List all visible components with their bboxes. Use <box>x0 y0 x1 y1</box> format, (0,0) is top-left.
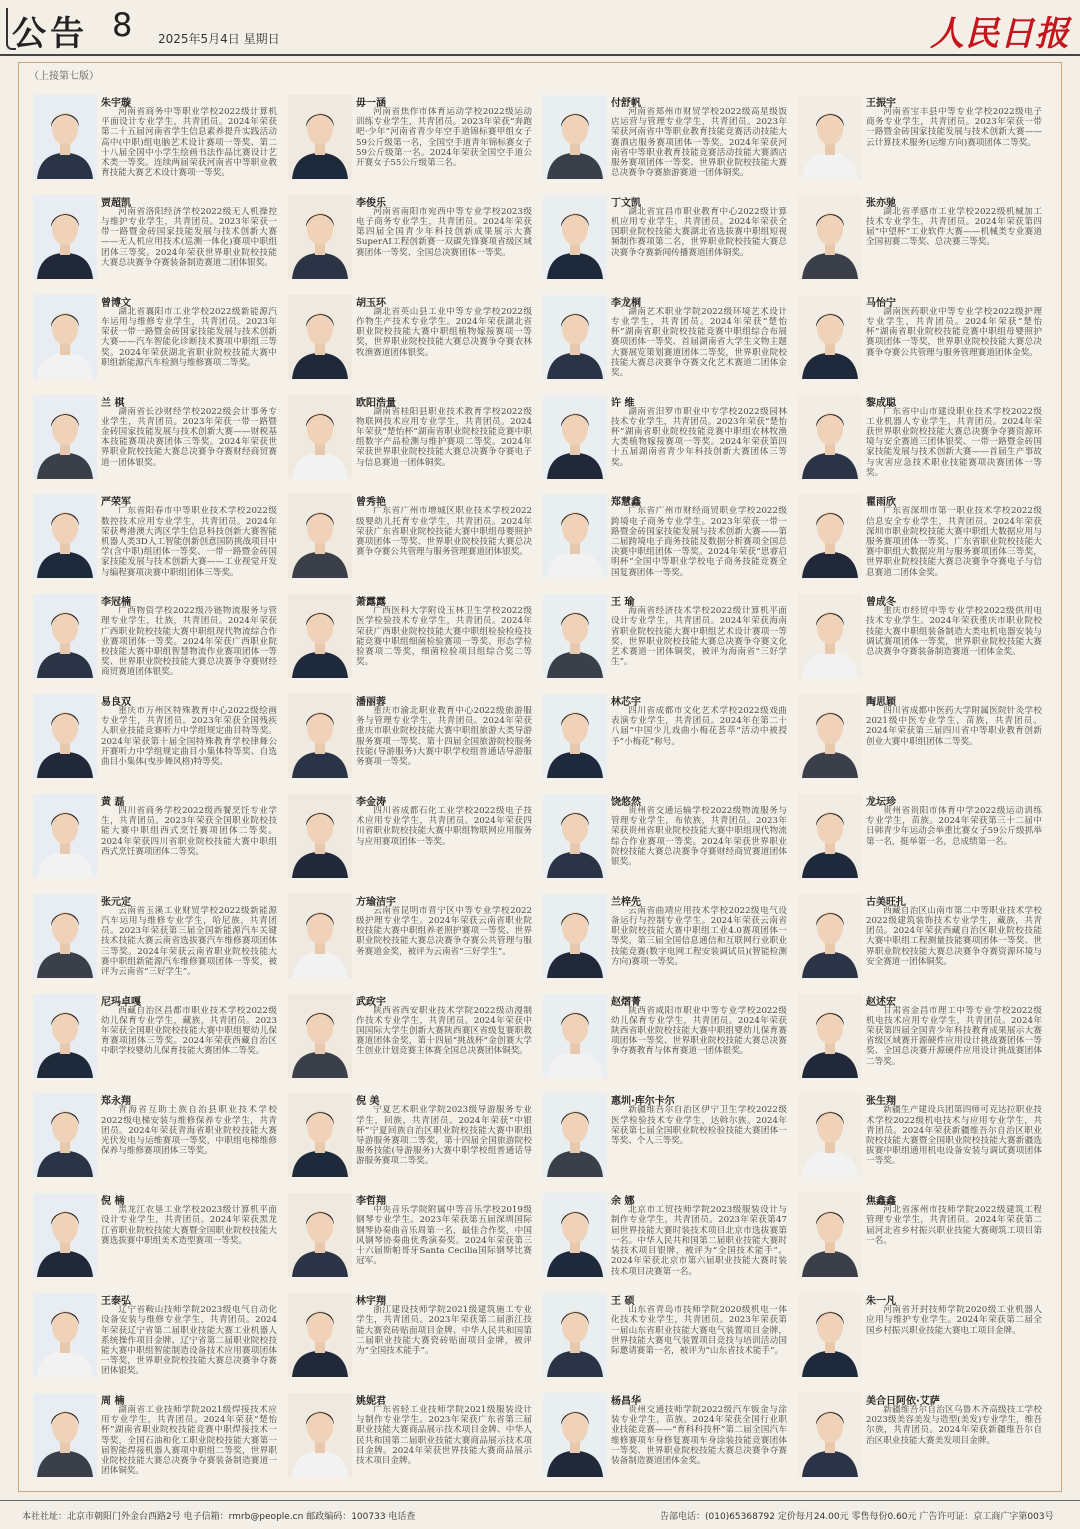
profile-card <box>31 688 286 788</box>
portrait-silhouette-icon <box>288 195 352 279</box>
person-name: 方瑜洁宇 <box>356 896 396 908</box>
profile-card <box>796 1387 1051 1487</box>
person-bio: 贵州交通技师学院2022级汽车钣金与涂装专业学生，苗族。2024年荣获全国行业职业技能竞赛——“育科科技杯”第二届全国汽车维修赛项车身修复赛项车身涂装技能竞赛团体一等奖、世界职业院校技能大赛总决赛争夺赛装备制造赛道团体金奖。 <box>611 1404 787 1466</box>
portrait-photo <box>288 1293 352 1377</box>
portrait-silhouette-icon <box>798 395 862 479</box>
portrait-photo <box>543 395 607 479</box>
person-bio: 青海省互助土族自治县职业技术学校2022级电梯安装与维修保养专业学生，共青团员。2024年荣获青海省职业院校技能大赛光伏发电与运维赛项一等奖，中职组电梯维修保养与维修赛项团体三等奖。 <box>101 1105 277 1157</box>
person-bio: 西藏自治区昌都市职业技术学校2022级幼儿保育专业学生，藏族，共青团员。2023年荣获全国职业院校技能大赛中职组婴幼儿保育赛项团体三等奖。2024年荣获西藏自治区中职学校婴幼儿保育技能大赛团体二等奖。 <box>101 1005 277 1057</box>
portrait-photo <box>543 1093 607 1177</box>
portrait-silhouette-icon <box>288 694 352 778</box>
person-name: 贾超凯 <box>101 197 131 209</box>
portrait-silhouette-icon <box>543 95 607 179</box>
person-bio: 湖北省英山县工业中等专业学校2022级作物生产技术专业学生。2024年荣获湖北省职业院校技能大赛中职组植物嫁接赛项一等奖，世界职业院校技能大赛总决赛争夺赛农林牧渔赛道团体银奖。 <box>356 306 532 358</box>
portrait-silhouette-icon <box>33 894 97 978</box>
person-bio: 河南省开封技师学院2020级工业机器人应用与维护专业学生。2024年荣获第二届全国乡村振兴职业技能大赛电工项目金牌。 <box>866 1305 1042 1336</box>
person-bio: 云南省玉溪工业财贸学校2022级新能源汽车运用与维修专业学生，哈尼族，共青团员。2023年荣获第三届全国新能源汽车关键技术技能大赛云南省选拔赛汽车维修赛项团体三等奖。2024年荣获云南省职业院校技能大赛中职组新能源汽车维修赛项团体一等奖，被评为云南省“三好学生”。 <box>101 905 277 977</box>
person-name: 李金涛 <box>356 796 386 808</box>
person-bio: 宁夏艺术职业学院2023级导游服务专业学生，回族，共青团员。2024年荣获“中银杯”宁夏回族自治区职业院校技能大赛中职组导游服务赛项二等奖，第十四届全国旅游院校服务技能(导游服务)大赛中职学校组普通话导游服务赛项二等奖。 <box>356 1105 532 1167</box>
portrait-photo <box>33 95 97 179</box>
person-bio: 广东省广州市增城区职业技术学校2022级婴幼儿托育专业学生，共青团员。2024年荣获广东省职业院校技能大赛中职组母婴照护赛项团体一等奖、世界职业院校技能大赛总决赛争夺赛公共管理与服务管理赛道团体银奖。 <box>356 506 532 558</box>
person-bio: 河南省宝丰县中等专业学校2022级电子商务专业学生，共青团员。2023年荣获一带一路暨金砖国家技能发展与技术创新大赛——云计算技术服务(运维方向)赛项团体二等奖。 <box>866 107 1042 148</box>
person-name: 古美旺扎 <box>866 896 906 908</box>
profile-card <box>541 488 796 588</box>
person-bio: 云南省昆明市晋宁区中等专业学校2022级护理专业学生。2024年荣获云南省职业院校技能大赛中职组养老照护赛项一等奖、世界职业院校技能大赛总决赛争夺赛公共管理与服务赛道金奖，被评为云南省“三好学生”。 <box>356 905 532 957</box>
portrait-photo <box>543 1393 607 1477</box>
person-bio: 广西医科大学附设玉林卫生学校2022级医学检验技术专业学生，共青团员。2024年荣获广西职业院校技能大赛中职组检验检疫技能竞赛中职组细菌检验赛项一等奖、形态学检验赛项二等奖，细菌检验项目组综合奖二等奖。 <box>356 606 532 668</box>
portrait-silhouette-icon <box>33 994 97 1078</box>
person-bio: 中央音乐学院附属中等音乐学校2019级钢琴专业学生。2023年荣获第五届深圳国际钢琴协奏曲音乐周第一名，最佳合作奖，中国风钢琴协奏曲优秀演奏奖。2024年荣获第三十六届斯帕哥牙Santa Cecilia国际钢琴比赛冠军。 <box>356 1205 532 1267</box>
person-name: 陶思颖 <box>866 697 896 709</box>
person-bio: 湖南医药职业中等专业学校2022级护理专业学生，共青团员。2024年荣获“楚怡杯”湖南省职业院校技能竞赛中职组母婴照护赛项团体一等奖，世界职业院校技能大赛总决赛争夺赛公共管理与服务管理赛道团体金奖。 <box>866 306 1042 358</box>
portrait-silhouette-icon <box>33 1393 97 1477</box>
portrait-photo <box>33 994 97 1078</box>
person-bio: 河南省洛阳经济学校2022级无人机操控与维护专业学生，共青团员。2023年荣获一带一路暨金砖国家技能发展与技术创新大赛——无人机应用技术(巡测一体化)赛项中职组团体三等奖。2024年荣获世界职业院校技能大赛总决赛争夺赛装备制造赛道二团体银奖。 <box>101 206 277 268</box>
portrait-silhouette-icon <box>543 295 607 379</box>
profile-card <box>286 1387 541 1487</box>
person-name: 李冠楠 <box>101 597 131 609</box>
portrait-photo <box>288 95 352 179</box>
portrait-photo <box>543 694 607 778</box>
person-bio: 北京市工贸技师学院2023级服装设计与制作专业学生，共青团员。2023年荣获第47届世界技能大赛时装技术项目北京市选拔赛第一名。中华人民共和国第二届职业技能大赛时装技术项目银牌，被评为“全国技术能手”。2024年荣获北京市第六届职业技能大赛时装技术项目决赛第一名。 <box>611 1205 787 1277</box>
portrait-silhouette-icon <box>798 794 862 878</box>
portrait-photo <box>33 694 97 778</box>
portrait-silhouette-icon <box>33 794 97 878</box>
portrait-silhouette-icon <box>798 694 862 778</box>
profile-card <box>541 888 796 988</box>
portrait-photo <box>798 794 862 878</box>
profile-card <box>31 1287 286 1387</box>
portrait-silhouette-icon <box>288 1393 352 1477</box>
profile-card <box>31 1187 286 1287</box>
person-name: 毋一涵 <box>356 98 386 109</box>
portrait-photo <box>798 894 862 978</box>
footer-address: 本社社址：北京市朝阳门外金台西路2号 电子信箱：rmrb@people.cn 邮政编码：100733 电话查 <box>22 1512 416 1522</box>
person-bio: 湖南艺术职业学院2022级环境艺术设计专业学生，共青团员。2024年荣获“楚怡杯”湖南省职业院校技能竞赛中职组综合布展赛项团体一等奖、首届湖南省大学生文物主题大赛展览策划赛道团体二等奖，世界职业院校技能大赛总决赛争夺赛文化艺术赛道二团体金奖。 <box>611 306 787 378</box>
person-bio: 河南省焦作市体育运动学校2022级运动训练专业学生，共青团员。2023年荣获“奔跑吧·少年”河南省青少年空手道锦标赛甲组女子59公斤级第一名，全国空手道青年锦标赛女子59公斤级第一名。2024年荣获全国空手道公开赛女子55公斤级第三名。 <box>356 107 532 169</box>
portrait-photo <box>798 395 862 479</box>
profile-card <box>796 888 1051 988</box>
profile-card <box>796 89 1051 189</box>
person-bio: 湖北省襄阳市工业学校2022级新能源汽车运用与维修专业学生，共青团员。2023年荣获一带一路暨金砖国家技能发展与技术创新大赛——汽车智能化诊断技术赛项中职组三等奖。2024年荣获湖北省职业院校技能大赛中职组新能源汽车检测与维修赛项二等奖。 <box>101 306 277 368</box>
person-bio: 湖北省宜昌市职业教育中心2022级计算机应用专业学生，共青团员。2024年荣获全国职业院校技能大赛湖北省选拔赛中职组短视频制作赛项第二名，世界职业院校技能大赛总决赛争夺赛新闻传播赛道团体铜奖。 <box>611 206 787 258</box>
portrait-photo <box>798 1193 862 1277</box>
profile-card <box>541 788 796 888</box>
profile-card <box>796 189 1051 289</box>
profile-card <box>31 189 286 289</box>
person-bio: 河北省涿州市技师学院2022级建筑工程管理专业学生，共青团员。2024年荣获第二届河北省乡村振兴职业技能大赛砌筑工项目第一名。 <box>866 1205 1042 1246</box>
person-bio: 陕西省西安职业技术学院2022级动漫制作技术专业学生，共青团员。2024年荣获中国国际大学生创新大赛陕西赛区省级复赛职教赛道团体金奖，第十四届“挑战杯”金创赛大学生创业计划竞赛主体赛全国总决赛团体铜奖。 <box>356 1005 532 1057</box>
portrait-silhouette-icon <box>288 594 352 678</box>
person-bio: 黑龙江农垦工业学校2023级计算机平面设计专业学生，共青团员。2024年荣获黑龙江省职业院校技能大赛暨全国职业院校技能大赛选拔赛中职组美术造型赛项一等奖。 <box>101 1205 277 1246</box>
portrait-silhouette-icon <box>288 95 352 179</box>
profile-card <box>796 289 1051 389</box>
portrait-photo <box>288 395 352 479</box>
portrait-photo <box>543 594 607 678</box>
portrait-photo <box>288 494 352 578</box>
person-bio: 湖南省桂阳县职业技术教育学校2022级物联网技术应用专业学生，共青团员。2024年荣获“楚怡杯”湖南省职业院校技能竞赛中职组数字产品检测与维护赛项二等奖。2024年荣获世界职业院校技能大赛总决赛争夺赛电子与信息赛道一团体铜奖。 <box>356 406 532 468</box>
person-name: 杨昌华 <box>611 1395 641 1407</box>
profile-card <box>541 1387 796 1487</box>
person-bio: 河南省郑州市财贸学校2022级高星级饭店运营与管理专业学生，共青团员。2023年荣获河南省中等职业教育技能竞赛活动技能大赛酒店服务赛项团体一等奖。2024年荣获河南省中等职业教育技能竞赛活动技能大赛酒店服务赛项团体一等奖、世界职业院校技能大赛总决赛争夺赛旅游赛道一团体铜奖。 <box>611 107 787 179</box>
portrait-silhouette-icon <box>288 1193 352 1277</box>
person-name: 黄 磊 <box>101 796 125 808</box>
profile-card <box>541 1087 796 1187</box>
profile-card <box>31 588 286 688</box>
person-name: 尼玛卓嘎 <box>101 996 141 1008</box>
person-bio: 湖南省汨罗市职业中专学校2022级园林技术专业学生，共青团员。2023年荣获“楚怡杯”湖南省职业院校技能竞赛中职组农林牧渔大类植物嫁接赛项一等奖。2024年荣获第四十五届湖南省青少年科技创新大赛团体三等奖。 <box>611 406 787 468</box>
profile-card <box>541 89 796 189</box>
portrait-photo <box>798 1393 862 1477</box>
person-name: 张元定 <box>101 896 131 908</box>
person-bio: 辽宁省鞍山技师学院2023级电气自动化设备安装与维修专业学生，共青团员。2024年荣获辽宁省第二届职业技能大赛工业机器人系统操作项目金牌、辽宁省第二届职业院校技能大赛中职组智能制造设备技术应用赛项团体一等奖，世界职业院校技能大赛总决赛争夺赛团体银奖。 <box>101 1305 277 1377</box>
person-bio: 四川省商务学校2022级西餐烹饪专业学生，共青团员。2023年荣获全国职业院校技能大赛中职组西式烹饪赛项团体二等奖。2024年荣获四川省职业院校技能大赛中职组西式烹饪赛项团体二等奖。 <box>101 805 277 857</box>
portrait-photo <box>543 894 607 978</box>
person-bio: 浙江建设技师学院2021级建筑施工专业学生，共青团员。2023年荣获第二届浙江技能大赛瓷砖贴面项目金牌、中华人民共和国第二届职业技能大赛瓷砖贴面项目金牌，被评为“全国技术能手”。 <box>356 1305 532 1356</box>
person-bio: 河南省商务中等职业学校2022级计算机平面设计专业学生，共青团员。2024年荣获第二十五届河南省学生信息素养提升实践活动高中(中职)组电脑艺术设计赛项一等奖、第二十八届全国中小学生绘画书法作品比赛设计艺术类一等奖。连续两届荣获河南省中等职业教育技能大赛艺术设计赛项一等奖。 <box>101 107 277 179</box>
continued-note: （上接第七版） <box>29 71 99 82</box>
person-name: 兰梓先 <box>611 896 641 908</box>
portrait-photo <box>288 1093 352 1177</box>
profile-card <box>286 588 541 688</box>
portrait-silhouette-icon <box>798 494 862 578</box>
portrait-silhouette-icon <box>33 195 97 279</box>
portrait-photo <box>33 494 97 578</box>
person-name: 萧露露 <box>356 597 386 609</box>
profile-card <box>286 1087 541 1187</box>
portrait-silhouette-icon <box>798 1193 862 1277</box>
portrait-photo <box>543 95 607 179</box>
person-bio: 广东省深圳市第一职业技术学校2022级信息安全专业学生，共青团员。2024年荣获深圳市职业院校技能大赛中职组大数据应用与服务赛项团体一等奖、广东省职业院校技能大赛中职组大数据应用与服务赛项团体三等奖，世界职业院校技能大赛总决赛争夺赛电子与信息赛道二团体金奖。 <box>866 506 1042 578</box>
profile-card <box>31 888 286 988</box>
person-bio: 四川省成都中医药大学附属医院针灸学校2021级中医专业学生，苗族，共青团员。2024年荣获第三届四川省中等职业教育创新创业大赛中职组团体二等奖。 <box>866 706 1042 747</box>
person-name: 周 楠 <box>101 1395 125 1407</box>
profile-card <box>31 988 286 1088</box>
portrait-silhouette-icon <box>543 1293 607 1377</box>
person-bio: 广东省广州市财经商贸职业学校2022级跨境电子商务专业学生。2023年荣获一带一路暨金砖国家技能发展与技术创新大赛——第二届跨境电子商务技能及数据分析赛项全国总决赛中职组团体一等奖。2024年荣获“思睿启明杯”全国中等职业学校电子商务技能竞赛全国复赛团体一等奖。 <box>611 506 787 578</box>
person-name: 欧阳浩量 <box>356 397 396 409</box>
portrait-photo <box>798 1093 862 1177</box>
person-name: 倪 美 <box>356 1096 380 1108</box>
person-name: 赵述宏 <box>866 996 896 1008</box>
portrait-silhouette-icon <box>543 1093 607 1177</box>
portrait-photo <box>543 1293 607 1377</box>
portrait-silhouette-icon <box>33 494 97 578</box>
portrait-photo <box>543 1193 607 1277</box>
portrait-photo <box>798 994 862 1078</box>
profile-card <box>541 988 796 1088</box>
portrait-photo <box>798 295 862 379</box>
person-name: 曾成冬 <box>866 597 896 609</box>
person-bio: 广东省中山市建设职业技术学校2022级工业机器人专业学生，共青团员。2024年荣获世界职业院校技能大赛总决赛争夺赛资源环境与安全赛道三团体银奖、一带一路暨金砖国家技能发展与技术创新大赛——首届生产事故与灾害应急技术职业技能赛项决赛团体一等奖。 <box>866 406 1042 478</box>
publication-date: 2025年5月4日 星期日 <box>158 32 280 46</box>
portrait-silhouette-icon <box>33 1293 97 1377</box>
portrait-silhouette-icon <box>798 1393 862 1477</box>
portrait-silhouette-icon <box>798 994 862 1078</box>
person-bio: 四川省成都市文化艺术学校2022级戏曲表演专业学生，共青团员。2024年在第二十八届“中国少儿戏曲小梅花荟萃”活动中被授予“小梅花”称号。 <box>611 706 787 747</box>
portrait-photo <box>798 1293 862 1377</box>
portrait-silhouette-icon <box>543 894 607 978</box>
profile-card <box>541 389 796 489</box>
portrait-silhouette-icon <box>33 694 97 778</box>
portrait-photo <box>288 594 352 678</box>
portrait-photo <box>288 1393 352 1477</box>
portrait-silhouette-icon <box>33 95 97 179</box>
person-name: 王 硕 <box>611 1296 635 1308</box>
portrait-photo <box>288 994 352 1078</box>
person-name: 曾博文 <box>101 297 131 309</box>
person-bio: 河南省南阳市宛西中等专业学校2023级电子商务专业学生，共青团员。2024年荣获第四届全国青少年科技创新成果展示大赛SuperAI工程创新赛一双碳先锋赛项省级区域赛团体一等奖、全国总决赛团体一等奖。 <box>356 206 532 258</box>
portrait-silhouette-icon <box>288 1293 352 1377</box>
portrait-silhouette-icon <box>543 1393 607 1477</box>
profile-card <box>541 1187 796 1287</box>
portrait-silhouette-icon <box>798 1093 862 1177</box>
person-bio: 贵州省贵阳市体育中学2022级运动训练专业学生，苗族。2024年荣获第三十二届中日韩青少年运动会举重比赛女子59公斤级抓举第一名，挺举第一名，总成绩第一名。 <box>866 805 1042 847</box>
profile-card <box>286 1287 541 1387</box>
profile-card <box>31 1387 286 1487</box>
person-name: 马怡宁 <box>866 297 896 309</box>
portrait-photo <box>33 794 97 878</box>
person-bio: 甘肃省金昌市理工中等专业学校2022级机电技术应用专业学生，共青团员。2024年荣获第四届全国青少年科技教育成果展示大赛省级区域赛开源硬件应用设计挑战赛团体一等奖、全国总决赛开源硬件应用设计挑战赛团体二等奖。 <box>866 1005 1042 1067</box>
profile-card <box>541 588 796 688</box>
person-name: 美合日阿依·艾萨 <box>866 1395 940 1407</box>
portrait-photo <box>543 494 607 578</box>
person-bio: 新疆维吾尔自治区乌鲁木齐高级技工学校2023级美容美发与造型(美发)专业学生，维吾尔族，共青团员。2024年荣获新疆维吾尔自治区职业技能大赛美发项目金牌。 <box>866 1404 1042 1446</box>
profile-card <box>286 289 541 389</box>
profile-card <box>286 488 541 588</box>
person-bio: 重庆市渝北职业教育中心2022级旅游服务与管理专业学生，共青团员。2024年荣获重庆市职业院校技能大赛中职组旅游大类导游服务赛项一等奖、第十四届全国旅游院校服务技能(导游服务)大赛中职学校组普通话导游服务赛项一等奖。 <box>356 706 532 768</box>
person-name: 潘丽蓉 <box>356 697 386 709</box>
portrait-silhouette-icon <box>33 395 97 479</box>
person-name: 武政宇 <box>356 996 386 1008</box>
person-bio: 四川省成都石化工业学校2022级电子技术应用专业学生，共青团员。2024年荣获四川省职业院校技能大赛中职组物联网应用服务与应用赛项团体一等奖。 <box>356 805 532 847</box>
person-name: 易良双 <box>101 697 131 709</box>
profile-card <box>796 588 1051 688</box>
portrait-silhouette-icon <box>798 95 862 179</box>
person-bio: 陕西省咸阳市职业中等专业学校2022级幼儿保育专业学生，共青团员。2024年荣获陕西省职业院校技能大赛中职组婴幼儿保育赛项团体一等奖、世界职业院校技能大赛总决赛争夺赛教育与体育赛道一团体银奖。 <box>611 1005 787 1057</box>
person-bio: 湖南省长沙财经学校2022级会计事务专业学生，共青团员。2023年荣获一带一路暨金砖国家技能发展与技术创新大赛——财税基本技能赛项决赛团体三等奖。2024年荣获世界职业院校技能大赛总决赛争夺赛财经商贸赛道一团体银奖。 <box>101 406 277 468</box>
portrait-photo <box>798 694 862 778</box>
portrait-silhouette-icon <box>543 594 607 678</box>
person-name: 姚妮君 <box>356 1395 386 1407</box>
person-name: 朱一凡 <box>866 1296 896 1308</box>
person-name: 张亦驰 <box>866 197 896 209</box>
profile-card <box>286 89 541 189</box>
portrait-silhouette-icon <box>288 395 352 479</box>
portrait-silhouette-icon <box>33 594 97 678</box>
portrait-silhouette-icon <box>798 295 862 379</box>
profile-card <box>31 788 286 888</box>
profile-grid <box>31 89 1051 1487</box>
person-name: 林芯宇 <box>611 697 641 709</box>
portrait-silhouette-icon <box>798 594 862 678</box>
newspaper-logo: 人民日报 <box>930 14 1070 54</box>
profile-card <box>286 888 541 988</box>
person-name: 龙坛珍 <box>866 796 896 808</box>
profile-card <box>796 1087 1051 1187</box>
portrait-photo <box>33 195 97 279</box>
portrait-photo <box>798 95 862 179</box>
profile-card <box>541 1287 796 1387</box>
masthead-divider <box>0 54 1080 56</box>
person-bio: 重庆市万州区特殊教育中心2022级绘画专业学生，共青团员。2023年荣获全国残疾人职业技能竞赛听力中学组规定曲目特等奖。2024年荣获第十届全国特殊教育学校律舞公开赛听力中学组规定曲目小集体特等奖、自选曲目小集体(曳步舞风格)特等奖。 <box>101 706 277 768</box>
profile-card <box>541 189 796 289</box>
portrait-photo <box>288 1193 352 1277</box>
person-name: 李哲翔 <box>356 1196 386 1208</box>
profile-card <box>796 488 1051 588</box>
portrait-photo <box>33 1093 97 1177</box>
person-name: 瞿雨欣 <box>866 497 896 509</box>
portrait-photo <box>33 594 97 678</box>
profile-card <box>286 189 541 289</box>
profile-card <box>541 688 796 788</box>
person-name: 王泰弘 <box>101 1296 131 1308</box>
person-name: 王 瑜 <box>611 597 635 609</box>
portrait-photo <box>33 395 97 479</box>
profile-card <box>796 688 1051 788</box>
profile-card <box>31 1087 286 1187</box>
profile-card <box>31 389 286 489</box>
person-name: 朱宇璇 <box>101 98 131 109</box>
page-number: 8 <box>112 6 133 44</box>
portrait-photo <box>33 894 97 978</box>
section-title: 公告 <box>12 14 88 54</box>
portrait-silhouette-icon <box>543 1193 607 1277</box>
profile-card <box>796 788 1051 888</box>
person-bio: 山东省青岛市技师学院2020级机电一体化技术专业学生，共青团员。2023年荣获第一届山东省职业技能大赛电气装置项目金牌，世界技能大赛电气装置项目竞技与培训活动国际邀请赛第一名，被评为“山东省技术能手”。 <box>611 1305 787 1356</box>
portrait-photo <box>798 195 862 279</box>
profile-card <box>286 988 541 1088</box>
portrait-silhouette-icon <box>543 395 607 479</box>
portrait-photo <box>288 195 352 279</box>
person-name: 李俊乐 <box>356 197 386 209</box>
profile-card <box>796 1287 1051 1387</box>
person-bio: 贵州省交通运输学校2022级物流服务与管理专业学生，布依族，共青团员。2023年荣获贵州省职业院校技能大赛中职组现代物流综合作业赛项一等奖。2024年荣获世界职业院校技能大赛总决赛争夺赛财经商贸赛道团体银奖。 <box>611 805 787 867</box>
footer <box>0 1500 1080 1529</box>
person-bio: 重庆市经贸中等专业学校2022级供用电技术专业学生。2024年荣获重庆市职业院校技能大赛中职组装备制造大类电机电器安装与调试赛项团体一等奖，世界职业院校技能大赛总决赛争夺赛装备制造赛道一团体金奖。 <box>866 606 1042 658</box>
person-bio: 云南省曲靖应用技术学校2022级电气设备运行与控制专业学生。2024年荣获云南省职业院校技能大赛中职组工业4.0赛项团体一等奖，第三届全国信息通信和互联网行业职业技能竞赛(数字电网工程安装调试员)(智能检测方向)赛项一等奖。 <box>611 905 787 967</box>
portrait-silhouette-icon <box>33 295 97 379</box>
person-name: 胡玉环 <box>356 297 386 309</box>
person-bio: 广西物资学校2022级冷链物流服务与管理专业学生，壮族，共青团员。2024年荣获广西职业院校技能大赛中职组现代物流综合作业赛项团体一等奖。2024年荣获广西职业院校技能大赛中职组智慧物流作业赛项团体一等奖、世界职业院校技能大赛总决赛争夺赛财经商贸赛道团体银奖。 <box>101 606 277 678</box>
portrait-silhouette-icon <box>288 794 352 878</box>
portrait-silhouette-icon <box>543 195 607 279</box>
profile-card <box>286 1187 541 1287</box>
person-bio: 广东省阳春市中等职业技术学校2022级数控技术应用专业学生，共青团员。2024年荣获粤港澳大湾区学生信息科技创新大赛智能机器人类3D人工智能创新创意国防挑战项目中学(含中职)组团体一等奖、一带一路暨金砖国家技能发展与技术创新大赛——工业视觉开发与编程赛项决赛中职组团体三等奖。 <box>101 506 277 578</box>
person-bio: 新疆维吾尔自治区伊宁卫生学校2022级医学检验技术专业学生，达斡尔族。2024年荣获第七届全国职业院校检验技能大赛团体一等奖、个人三等奖。 <box>611 1105 787 1147</box>
profile-card <box>541 289 796 389</box>
profile-card <box>286 389 541 489</box>
profile-card <box>796 988 1051 1088</box>
portrait-silhouette-icon <box>543 794 607 878</box>
person-name: 付舒帆 <box>611 98 641 109</box>
portrait-silhouette-icon <box>33 1093 97 1177</box>
portrait-photo <box>33 1293 97 1377</box>
person-bio: 湖北省孝感市工业学校2022级机械加工技术专业学生，共青团员。2024年荣获第四届“中望杯”工业软件大赛——机械类专业赛道全国初赛二等奖、总决赛三等奖。 <box>866 206 1042 248</box>
profile-card <box>31 89 286 189</box>
profile-card <box>796 1187 1051 1287</box>
portrait-photo <box>543 994 607 1078</box>
portrait-photo <box>288 894 352 978</box>
person-name: 郑永翔 <box>101 1096 131 1108</box>
portrait-photo <box>798 494 862 578</box>
portrait-photo <box>33 1193 97 1277</box>
portrait-silhouette-icon <box>288 894 352 978</box>
portrait-silhouette-icon <box>543 494 607 578</box>
portrait-photo <box>543 295 607 379</box>
person-name: 赵熠菁 <box>611 996 641 1008</box>
portrait-photo <box>288 295 352 379</box>
person-name: 严荣军 <box>101 497 131 509</box>
person-name: 林宇翔 <box>356 1296 386 1308</box>
profile-card <box>31 289 286 389</box>
person-name: 郑慧鑫 <box>611 497 641 509</box>
portrait-silhouette-icon <box>33 1193 97 1277</box>
person-name: 丁文凯 <box>611 197 641 209</box>
person-name: 张生翔 <box>866 1096 896 1108</box>
portrait-photo <box>288 794 352 878</box>
portrait-photo <box>33 295 97 379</box>
person-name: 黎成聪 <box>866 397 896 409</box>
person-name: 王振宇 <box>866 98 896 109</box>
person-name: 惠圳·库尔卡尔 <box>611 1096 675 1108</box>
portrait-silhouette-icon <box>798 1293 862 1377</box>
person-name: 饶悠然 <box>611 796 641 808</box>
person-name: 曾秀艳 <box>356 497 386 509</box>
person-name: 兰 棋 <box>101 397 125 409</box>
portrait-photo <box>288 694 352 778</box>
person-name: 许 维 <box>611 397 635 409</box>
person-name: 焦鑫鑫 <box>866 1196 896 1208</box>
portrait-silhouette-icon <box>543 994 607 1078</box>
person-bio: 新疆生产建设兵团第四师可克达拉职业技术学校2022级机电技术与应用专业学生，共青团员。2024年荣获新疆维吾尔自治区职业院校技能大赛暨全国职业院校技能大赛新疆选拔赛中职组通用机电设备安装与调试赛项团体一等奖。 <box>866 1105 1042 1167</box>
person-bio: 西藏自治区山南市第二中等职业技术学校2022级建筑装饰技术专业学生，藏族，共青团员。2024年荣获西藏自治区职业院校技能大赛中职组工程测量技能赛项团体一等奖、世界职业院校技能大赛总决赛争夺赛资源环境与安全赛道一团体铜奖。 <box>866 905 1042 967</box>
person-name: 李龙桐 <box>611 297 641 309</box>
portrait-silhouette-icon <box>798 195 862 279</box>
portrait-silhouette-icon <box>288 994 352 1078</box>
person-bio: 湖南省工业技师学院2021级焊接技术应用专业学生，共青团员。2024年荣获“楚怡杯”湖南省职业院校技能竞赛中职焊接技术一等奖，全国石油和化工职业院校技能大赛第一届智能焊接机器人赛项中职组二等奖，世界职业院校技能大赛总决赛争夺赛装备制造赛道一团体铜奖。 <box>101 1404 277 1477</box>
portrait-photo <box>798 594 862 678</box>
profile-card <box>286 688 541 788</box>
portrait-silhouette-icon <box>288 295 352 379</box>
person-bio: 广东省轻工业技师学院2021级服装设计与制作专业学生。2023年荣获广东省第三届职业技能大赛商品展示技术项目金牌、中华人民共和国第二届职业技能大赛商品展示技术项目金牌。2024年荣获世界技能大赛商品展示技术项目金牌。 <box>356 1404 532 1466</box>
announcement-frame <box>18 62 1062 1492</box>
masthead <box>0 0 1080 58</box>
footer-contact: 告部电话：(010)65368792 定价每月24.00元 零售每份0.60元 广告许可证：京工商广字第003号 <box>660 1512 1054 1522</box>
portrait-silhouette-icon <box>543 694 607 778</box>
person-name: 余 娜 <box>611 1196 635 1208</box>
portrait-photo <box>33 1393 97 1477</box>
portrait-photo <box>543 195 607 279</box>
person-name: 倪 楠 <box>101 1196 125 1208</box>
portrait-photo <box>543 794 607 878</box>
profile-card <box>796 389 1051 489</box>
portrait-silhouette-icon <box>288 1093 352 1177</box>
portrait-silhouette-icon <box>288 494 352 578</box>
person-bio: 海南省经济技术学校2022级计算机平面设计专业学生，共青团员。2024年荣获海南省职业院校技能大赛中职组艺术设计赛项一等奖、世界职业院校技能大赛总决赛争夺赛文化艺术赛道一团体铜奖，被评为海南省“三好学生”。 <box>611 606 787 668</box>
portrait-silhouette-icon <box>798 894 862 978</box>
profile-card <box>286 788 541 888</box>
profile-card <box>31 488 286 588</box>
